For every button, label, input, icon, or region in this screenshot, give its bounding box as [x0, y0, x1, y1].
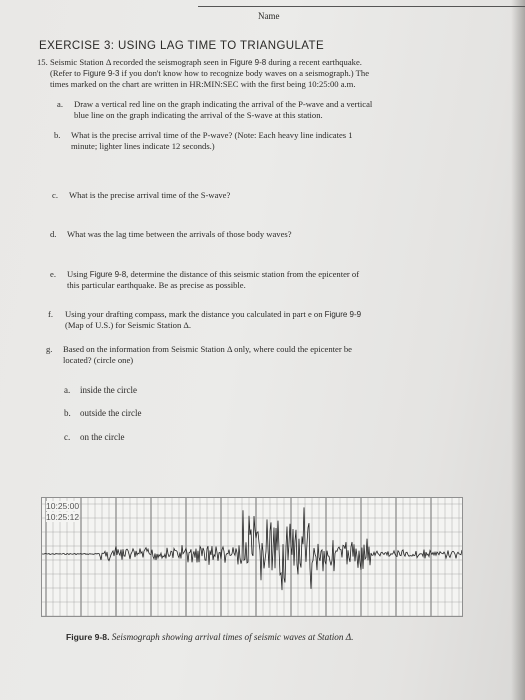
- part-text: minute; lighter lines indicate 12 seconds.): [71, 141, 215, 151]
- part-b: [54, 130, 464, 152]
- part-text: this particular earthquake. Be as precise as possible.: [67, 280, 246, 290]
- part-text: blue line on the graph indicating the arrival of the S-wave at this station.: [74, 110, 323, 120]
- part-text: What is the precise arrival time of the S-wave?: [69, 190, 231, 200]
- figure-caption: [66, 632, 353, 642]
- figure-ref: Figure 9-8: [229, 58, 267, 67]
- part-text: Using your drafting compass, mark the distance you calculated in part e on Figure 9-9: [65, 309, 362, 319]
- figure-ref: Figure 9-3: [82, 69, 120, 78]
- question-15-line-1: Seismic Station Δ recorded the seismograph seen in Figure 9-8 during a recent earthquake.: [50, 57, 362, 67]
- caption-text: Seismograph showing arrival times of seismic waves at Station Δ.: [109, 632, 354, 642]
- part-text: What is the precise arrival time of the P-wave? (Note: Each heavy line indicates 1: [71, 130, 353, 140]
- part-letter: a.: [57, 99, 63, 109]
- part-text: located? (circle one): [63, 355, 134, 365]
- part-g: [46, 344, 476, 366]
- question-number: 15.: [37, 57, 48, 67]
- part-letter: c.: [52, 190, 58, 200]
- option-letter: a.: [64, 385, 71, 395]
- time-label-start: 10:25:00: [46, 501, 80, 511]
- seismograph: [41, 497, 463, 617]
- name-label: Name: [258, 11, 280, 21]
- part-text: Using Figure 9-8, determine the distance of this seismic station from the epicenter of: [67, 269, 360, 279]
- part-text: What was the lag time between the arrivals of those body waves?: [67, 229, 292, 239]
- part-f: [48, 309, 478, 331]
- part-text: Based on the information from Seismic Station Δ only, where could the epicenter be: [63, 344, 352, 354]
- caption-figure-label: Figure 9-8.: [66, 632, 110, 642]
- option-b[interactable]: [64, 408, 141, 418]
- exercise-heading: EXERCISE 3: USING LAG TIME TO TRIANGULATE: [39, 40, 325, 52]
- question-15-line-3: times marked on the chart are written in HR:MIN:SEC with the first being 10:25:00 a.m.: [50, 79, 356, 89]
- time-label-second: 10:25:12: [46, 512, 80, 522]
- option-label: on the circle: [80, 432, 125, 442]
- question-15: [37, 57, 457, 90]
- part-letter: f.: [48, 309, 54, 319]
- option-letter: b.: [64, 408, 71, 418]
- option-label: outside the circle: [80, 408, 142, 418]
- seismic-wave-trace: [42, 507, 462, 590]
- name-line: [198, 6, 525, 7]
- part-letter: g.: [46, 344, 53, 354]
- figure-ref: Figure 9-9: [324, 310, 362, 319]
- part-d: [50, 229, 450, 240]
- question-15-line-2: (Refer to Figure 9-3 if you don't know how to recognize body waves on a seismograph.) The: [50, 68, 370, 78]
- part-c: [52, 190, 452, 201]
- part-text: (Map of U.S.) for Seismic Station Δ.: [65, 320, 192, 330]
- option-a[interactable]: [64, 385, 137, 395]
- part-letter: e.: [50, 269, 56, 279]
- option-letter: c.: [64, 432, 71, 442]
- page-shadow: [511, 0, 525, 700]
- part-e: [50, 269, 470, 291]
- part-letter: b.: [54, 130, 61, 140]
- option-label: inside the circle: [80, 385, 137, 395]
- part-letter: d.: [50, 229, 57, 239]
- part-a: [57, 99, 457, 121]
- seismograph-trace: [42, 498, 462, 616]
- figure-ref: Figure 9-8: [89, 270, 127, 279]
- part-text: Draw a vertical red line on the graph indicating the arrival of the P-wave and a vertical: [74, 99, 373, 109]
- option-c[interactable]: [64, 432, 124, 442]
